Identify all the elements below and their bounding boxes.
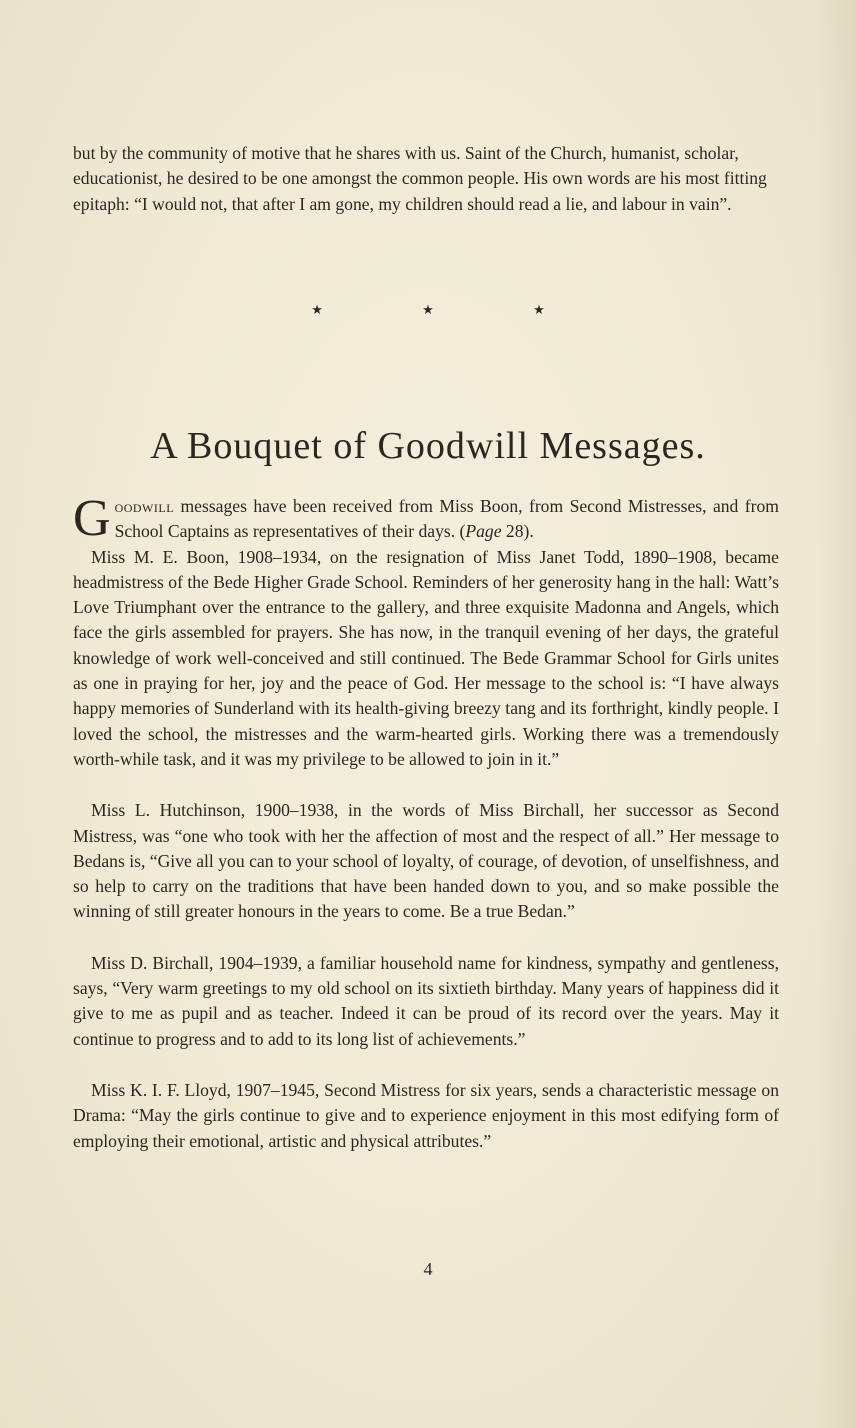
paragraph-text-end: 28). [501,521,534,542]
small-caps-word: oodwill [114,496,175,516]
drop-cap: G [73,490,111,547]
section-heading: A Bouquet of Goodwill Messages. [150,425,706,467]
intro-paragraph [73,141,779,217]
page-reference-italic: Page [465,521,502,542]
paragraph-goodwill-intro [73,490,779,547]
page-edge-shadow [816,0,856,1428]
paragraph-miss-boon: Miss M. E. Boon, 1908–1934, on the resignation of Miss Janet Todd, 1890–1908, became headmistress of the Bede Higher Grade School. Reminders of her generosity hang in the hall: Watt’s Love Triumphant over the entrance to the gallery, and three exquisite Madonna and Angels, which face the girls assembled for prayers. She has now, in the tranquil evening of her days, the grateful knowledge of work well-conceived and still continued. The Bede Grammar School for Girls unites as one in praying for her, joy and the peace of God. Her message to the school is: “I have always happy memories of Sunderland with its health-giving breezy tang and its forthright, kindly people. I loved the school, the mistresses and the warm-hearted girls. Working there was a tremendously worth-while task, and it was my privilege to be allowed to join in it.” [73,546,779,769]
article-body [73,490,779,1154]
paragraph-miss-hutchinson: Miss L. Hutchinson, 1900–1938, in the words of Miss Birchall, her successor as Second Mistress, was “one who took with her the affection of most and the respect of all.” Her message to Bedans is, “Give all you can to your school of loyalty, of courage, of devotion, of unselfishness, and so help to carry on the traditions that have been handed down to you, and so make possible the winning of still greater honours in the years to come. Be a true Bedan.” [73,800,779,922]
page-number: 4 [423,1259,433,1279]
paragraph-text: messages have been received from Miss Boon, from Second Mistresses, and from School Captains as representatives of their days. ( [114,496,779,542]
intro-text: but by the community of motive that he shares with us. Saint of the Church, humanist, scholar, educationist, he desired to be one amongst the common people. His own words are his most fitting epitaph: “I would not, that after I am gone, my children should read a lie, and labour in vain”. [73,143,767,214]
paragraph-miss-lloyd: Miss K. I. F. Lloyd, 1907–1945, Second Mistress for six years, sends a characteristic message on Drama: “May the girls continue to give and to experience enjoyment in this most edifying form of employing their emotional, artistic and physical attributes.” [73,1079,779,1151]
paragraph-miss-birchall: Miss D. Birchall, 1904–1939, a familiar household name for kindness, sympathy and gentleness, says, “Very warm greetings to my old school on its sixtieth birthday. Many years of happiness did it give to me as pupil and as teacher. Indeed it can be proud of its record over the years. May it continue to progress and to add to its long list of achievements.” [73,952,779,1049]
section-separator: ★ ★ ★ [311,302,593,317]
